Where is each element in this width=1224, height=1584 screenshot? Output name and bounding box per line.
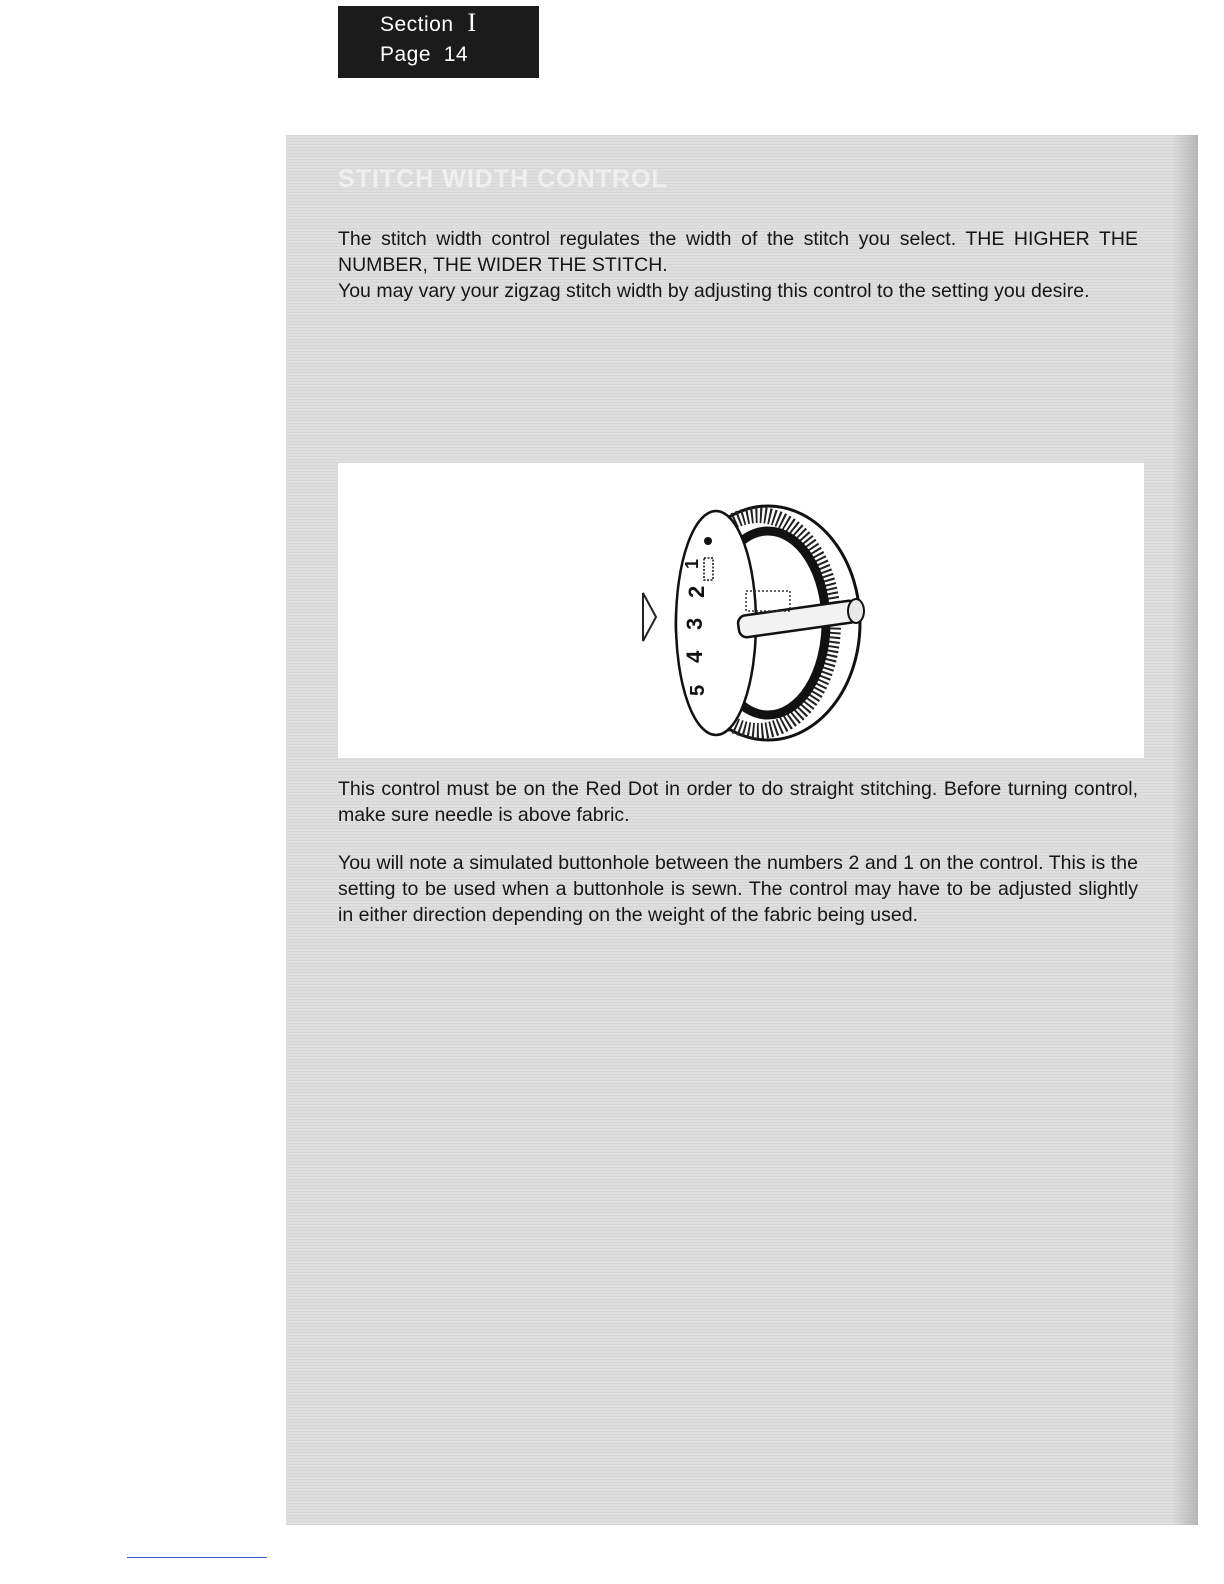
panel-edge-shadow — [1172, 135, 1198, 1525]
dial-number-3: 3 — [682, 617, 707, 630]
dial-number-5: 5 — [687, 684, 709, 696]
section-page-tab — [338, 6, 539, 78]
dial-knob-end — [848, 599, 864, 623]
content-panel — [286, 135, 1198, 1525]
dial-number-1: 1 — [682, 558, 702, 569]
paragraph-zigzag-width: You may vary your zigzag stitch width by adjusting this control to the setting you desire. — [338, 280, 1090, 302]
red-dot-marker — [704, 537, 712, 545]
section-title: STITCH WIDTH CONTROL — [338, 165, 668, 193]
page-row — [380, 40, 539, 70]
page-number: 14 — [443, 43, 469, 66]
dial-number-2: 2 — [684, 585, 709, 598]
paragraph-red-dot: This control must be on the Red Dot in order to do straight stitching. Before turning control, make sure needle is above fabric. — [338, 778, 1138, 826]
triangle-pointer-icon — [643, 593, 656, 641]
section-row — [380, 8, 539, 40]
dial-number-4: 4 — [682, 650, 707, 663]
footer-rule — [127, 1557, 267, 1558]
section-number: I — [467, 8, 477, 37]
section-label: Section — [380, 13, 454, 36]
stitch-width-dial-figure — [338, 463, 1144, 758]
paragraph-buttonhole: You will note a simulated buttonhole between the numbers 2 and 1 on the control. This is the setting to be used when a buttonhole is sewn. The control may have to be adjusted slightly in either direction depending on the weight of the fabric being used. — [338, 852, 1138, 926]
page-label: Page — [380, 43, 432, 66]
paragraph-width-intro: The stitch width control regulates the width of the stitch you select. THE HIGHER THE NUMBER, THE WIDER THE STITCH. — [338, 228, 1138, 276]
dial-illustration — [338, 463, 1144, 758]
